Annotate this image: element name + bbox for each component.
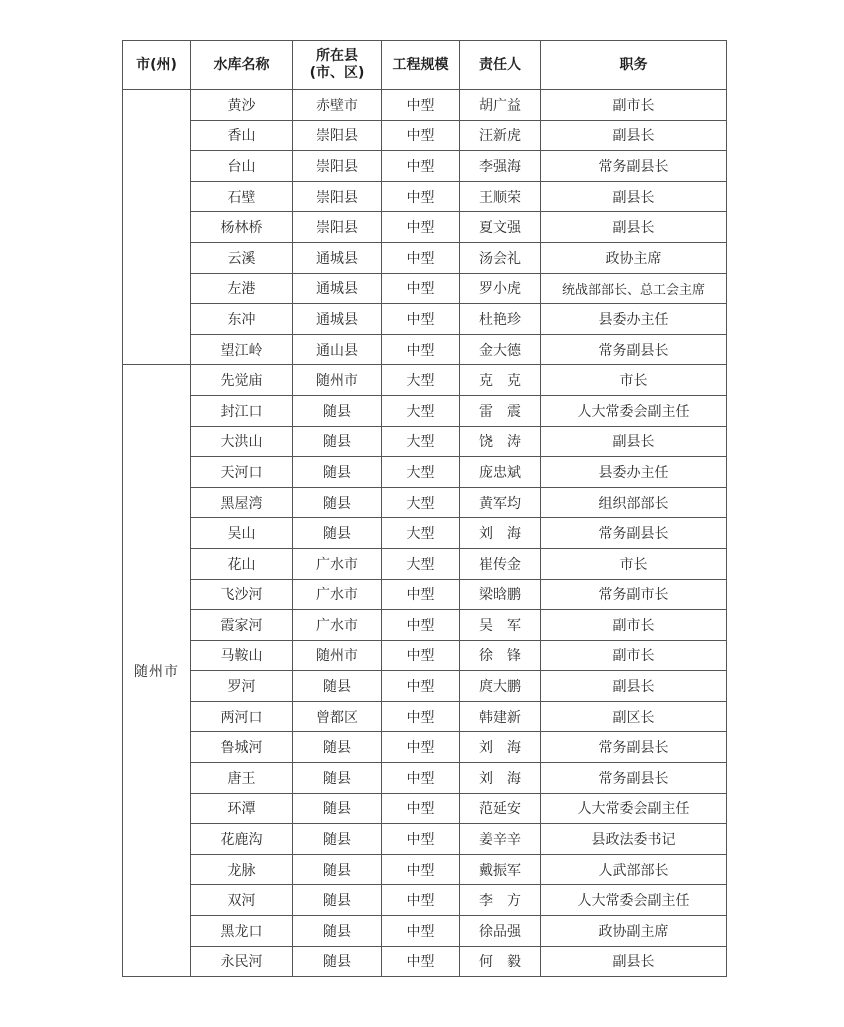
header-responsible-person: 责任人 (460, 41, 541, 90)
scale-cell: 中型 (382, 304, 460, 335)
responsible-person-cell: 庹大鹏 (460, 671, 541, 702)
location-cell: 随县 (293, 885, 382, 916)
table-row (123, 824, 727, 855)
table-row (123, 793, 727, 824)
location-cell: 随县 (293, 518, 382, 549)
table-row (123, 120, 727, 151)
table-row (123, 212, 727, 243)
position-cell: 副县长 (541, 181, 727, 212)
position-cell: 县委办主任 (541, 457, 727, 488)
scale-cell: 大型 (382, 518, 460, 549)
scale-cell: 大型 (382, 426, 460, 457)
position-cell: 县政法委书记 (541, 824, 727, 855)
location-cell: 通城县 (293, 242, 382, 273)
responsible-person-cell: 胡广益 (460, 90, 541, 121)
location-cell: 随州市 (293, 365, 382, 396)
reservoir-name-cell: 飞沙河 (191, 579, 293, 610)
table-row (123, 273, 727, 304)
table-row (123, 732, 727, 763)
table-row (123, 854, 727, 885)
table-row (123, 579, 727, 610)
position-cell: 人武部部长 (541, 854, 727, 885)
position-cell: 副市长 (541, 610, 727, 641)
header-city: 市(州) (123, 41, 191, 90)
responsible-person-cell: 罗小虎 (460, 273, 541, 304)
location-cell: 崇阳县 (293, 212, 382, 243)
header-reservoir-name: 水库名称 (191, 41, 293, 90)
responsible-person-cell: 戴振军 (460, 854, 541, 885)
table-row (123, 763, 727, 794)
position-cell: 副县长 (541, 212, 727, 243)
reservoir-name-cell: 天河口 (191, 457, 293, 488)
responsible-person-cell: 徐 锋 (460, 640, 541, 671)
location-cell: 广水市 (293, 610, 382, 641)
location-cell: 崇阳县 (293, 120, 382, 151)
table-body (123, 90, 727, 977)
responsible-person-cell: 梁晗鹏 (460, 579, 541, 610)
reservoir-name-cell: 唐王 (191, 763, 293, 794)
scale-cell: 中型 (382, 824, 460, 855)
position-cell: 常务副县长 (541, 763, 727, 794)
reservoir-name-cell: 双河 (191, 885, 293, 916)
reservoir-name-cell: 龙脉 (191, 854, 293, 885)
table-row (123, 701, 727, 732)
location-cell: 赤壁市 (293, 90, 382, 121)
responsible-person-cell: 杜艳珍 (460, 304, 541, 335)
position-cell: 副市长 (541, 90, 727, 121)
location-cell: 随县 (293, 732, 382, 763)
responsible-person-cell: 庞忠斌 (460, 457, 541, 488)
position-cell: 市长 (541, 365, 727, 396)
table-row (123, 518, 727, 549)
responsible-person-cell: 徐品强 (460, 916, 541, 947)
responsible-person-cell: 李强海 (460, 151, 541, 182)
responsible-person-cell: 韩建新 (460, 701, 541, 732)
table-row (123, 640, 727, 671)
scale-cell: 大型 (382, 457, 460, 488)
scale-cell: 中型 (382, 885, 460, 916)
responsible-person-cell: 饶 涛 (460, 426, 541, 457)
position-cell: 副县长 (541, 120, 727, 151)
scale-cell: 中型 (382, 946, 460, 977)
location-cell: 随县 (293, 763, 382, 794)
scale-cell: 中型 (382, 671, 460, 702)
scale-cell: 中型 (382, 334, 460, 365)
table-row (123, 548, 727, 579)
table-row (123, 610, 727, 641)
position-cell: 人大常委会副主任 (541, 793, 727, 824)
header-location-line2: (市、区) (309, 65, 365, 81)
scale-cell: 中型 (382, 701, 460, 732)
table-row (123, 487, 727, 518)
responsible-person-cell: 汪新虎 (460, 120, 541, 151)
scale-cell: 中型 (382, 579, 460, 610)
position-cell: 常务副县长 (541, 334, 727, 365)
reservoir-responsibility-table-page (122, 40, 726, 977)
responsible-person-cell: 刘 海 (460, 518, 541, 549)
responsible-person-cell: 崔传金 (460, 548, 541, 579)
scale-cell: 大型 (382, 487, 460, 518)
position-cell: 常务副市长 (541, 579, 727, 610)
location-cell: 通山县 (293, 334, 382, 365)
reservoir-name-cell: 黑龙口 (191, 916, 293, 947)
location-cell: 曾都区 (293, 701, 382, 732)
table-row (123, 946, 727, 977)
header-location-line1: 所在县 (316, 48, 358, 64)
responsible-person-cell: 汤会礼 (460, 242, 541, 273)
table-row (123, 181, 727, 212)
location-cell: 随县 (293, 671, 382, 702)
table-row (123, 242, 727, 273)
position-cell: 副县长 (541, 426, 727, 457)
reservoir-name-cell: 花山 (191, 548, 293, 579)
table-row (123, 885, 727, 916)
responsible-person-cell: 金大德 (460, 334, 541, 365)
scale-cell: 中型 (382, 793, 460, 824)
city-cell: 随州市 (123, 365, 191, 977)
location-cell: 随州市 (293, 640, 382, 671)
scale-cell: 中型 (382, 732, 460, 763)
scale-cell: 中型 (382, 854, 460, 885)
responsible-person-cell: 雷 震 (460, 395, 541, 426)
scale-cell: 大型 (382, 548, 460, 579)
reservoir-name-cell: 两河口 (191, 701, 293, 732)
table-row (123, 304, 727, 335)
position-cell: 组织部部长 (541, 487, 727, 518)
location-cell: 崇阳县 (293, 181, 382, 212)
location-cell: 通城县 (293, 304, 382, 335)
responsible-person-cell: 刘 海 (460, 732, 541, 763)
reservoir-name-cell: 霞家河 (191, 610, 293, 641)
scale-cell: 中型 (382, 181, 460, 212)
table-row (123, 151, 727, 182)
table-row (123, 916, 727, 947)
position-cell: 人大常委会副主任 (541, 395, 727, 426)
scale-cell: 大型 (382, 395, 460, 426)
reservoir-name-cell: 大洪山 (191, 426, 293, 457)
reservoir-name-cell: 台山 (191, 151, 293, 182)
responsible-person-cell: 刘 海 (460, 763, 541, 794)
reservoir-name-cell: 石壁 (191, 181, 293, 212)
position-cell: 县委办主任 (541, 304, 727, 335)
reservoir-name-cell: 鲁城河 (191, 732, 293, 763)
table-row (123, 365, 727, 396)
location-cell: 随县 (293, 916, 382, 947)
table-header-row (123, 41, 727, 90)
position-cell: 常务副县长 (541, 518, 727, 549)
table-row (123, 90, 727, 121)
responsible-person-cell: 王顺荣 (460, 181, 541, 212)
position-cell: 政协主席 (541, 242, 727, 273)
table-row (123, 395, 727, 426)
reservoir-name-cell: 黄沙 (191, 90, 293, 121)
position-cell: 常务副县长 (541, 151, 727, 182)
location-cell: 随县 (293, 426, 382, 457)
location-cell: 广水市 (293, 548, 382, 579)
scale-cell: 中型 (382, 90, 460, 121)
reservoir-name-cell: 左港 (191, 273, 293, 304)
reservoir-name-cell: 香山 (191, 120, 293, 151)
scale-cell: 中型 (382, 242, 460, 273)
scale-cell: 中型 (382, 212, 460, 243)
scale-cell: 中型 (382, 640, 460, 671)
location-cell: 随县 (293, 395, 382, 426)
responsible-person-cell: 姜辛辛 (460, 824, 541, 855)
reservoir-name-cell: 马鞍山 (191, 640, 293, 671)
reservoir-name-cell: 花鹿沟 (191, 824, 293, 855)
position-cell: 副区长 (541, 701, 727, 732)
table-row (123, 457, 727, 488)
responsible-person-cell: 李 方 (460, 885, 541, 916)
reservoir-name-cell: 先觉庙 (191, 365, 293, 396)
reservoir-name-cell: 罗河 (191, 671, 293, 702)
location-cell: 随县 (293, 793, 382, 824)
reservoir-name-cell: 封江口 (191, 395, 293, 426)
reservoir-name-cell: 杨林桥 (191, 212, 293, 243)
reservoir-name-cell: 永民河 (191, 946, 293, 977)
scale-cell: 大型 (382, 365, 460, 396)
position-cell: 人大常委会副主任 (541, 885, 727, 916)
responsible-person-cell: 范延安 (460, 793, 541, 824)
position-cell: 副县长 (541, 671, 727, 702)
position-cell: 统战部部长、总工会主席 (541, 273, 727, 304)
scale-cell: 中型 (382, 273, 460, 304)
header-position: 职务 (541, 41, 727, 90)
reservoir-name-cell: 吴山 (191, 518, 293, 549)
reservoir-name-cell: 望江岭 (191, 334, 293, 365)
reservoir-name-cell: 黑屋湾 (191, 487, 293, 518)
city-cell (123, 90, 191, 365)
scale-cell: 中型 (382, 916, 460, 947)
reservoir-name-cell: 云溪 (191, 242, 293, 273)
location-cell: 崇阳县 (293, 151, 382, 182)
responsible-person-cell: 克 克 (460, 365, 541, 396)
position-cell: 政协副主席 (541, 916, 727, 947)
reservoir-name-cell: 东冲 (191, 304, 293, 335)
position-cell: 副市长 (541, 640, 727, 671)
reservoir-responsibility-table (122, 40, 727, 977)
table-row (123, 334, 727, 365)
responsible-person-cell: 夏文强 (460, 212, 541, 243)
position-cell: 市长 (541, 548, 727, 579)
scale-cell: 中型 (382, 120, 460, 151)
scale-cell: 中型 (382, 610, 460, 641)
header-scale: 工程规模 (382, 41, 460, 90)
location-cell: 广水市 (293, 579, 382, 610)
scale-cell: 中型 (382, 151, 460, 182)
scale-cell: 中型 (382, 763, 460, 794)
reservoir-name-cell: 环潭 (191, 793, 293, 824)
header-location (293, 41, 382, 90)
location-cell: 随县 (293, 946, 382, 977)
position-cell: 常务副县长 (541, 732, 727, 763)
location-cell: 随县 (293, 457, 382, 488)
table-row (123, 426, 727, 457)
responsible-person-cell: 吴 军 (460, 610, 541, 641)
table-row (123, 671, 727, 702)
location-cell: 随县 (293, 824, 382, 855)
responsible-person-cell: 黄军均 (460, 487, 541, 518)
location-cell: 随县 (293, 487, 382, 518)
location-cell: 通城县 (293, 273, 382, 304)
position-cell: 副县长 (541, 946, 727, 977)
location-cell: 随县 (293, 854, 382, 885)
responsible-person-cell: 何 毅 (460, 946, 541, 977)
